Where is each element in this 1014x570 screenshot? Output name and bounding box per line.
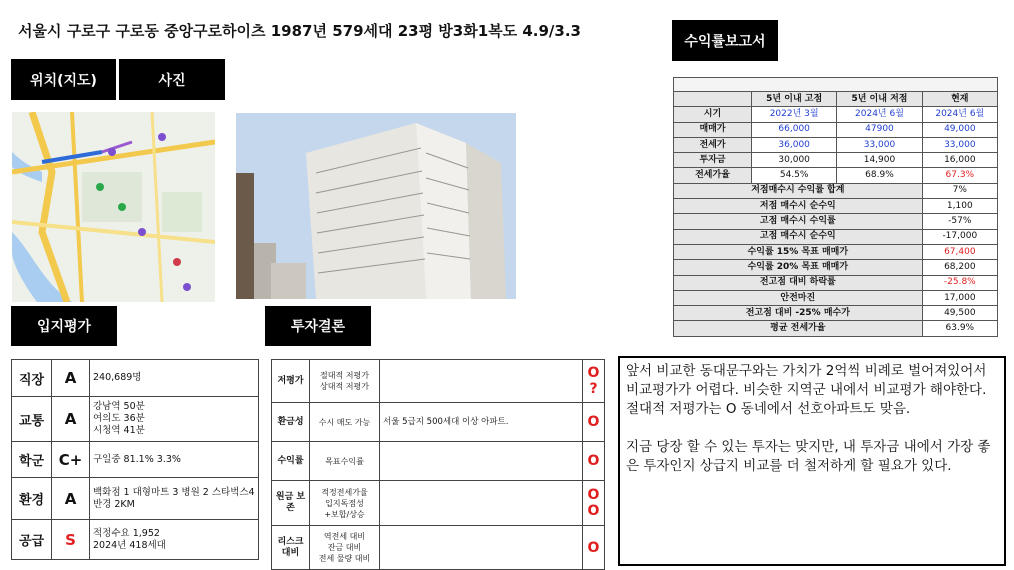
location-grade: C+ (52, 442, 90, 478)
report-cell: 30,000 (752, 153, 837, 168)
location-detail-line: 2024년 418세대 (93, 539, 166, 551)
conclusion-mark (583, 403, 605, 442)
conclusion-sub-line: 목표수익률 (325, 456, 364, 466)
report-cell: 49,000 (922, 122, 997, 137)
report-row-label: 시기 (674, 107, 752, 122)
conclusion-sub (310, 360, 380, 403)
conclusion-row (272, 526, 605, 570)
report-summary-value: 17,000 (922, 290, 997, 305)
location-grade: S (52, 520, 90, 560)
conclusion-label: 투자결론 (265, 306, 371, 346)
location-map[interactable] (12, 112, 215, 302)
report-cell: 54.5% (752, 168, 837, 183)
report-cell: 2024년 6월 (837, 107, 922, 122)
map-graphic (12, 112, 215, 302)
conclusion-detail (380, 442, 583, 481)
conclusion-detail: 서울 5급지 500세대 이상 아파트. (380, 403, 583, 442)
conclusion-mark-symbol: O (587, 365, 600, 381)
report-summary-row (674, 275, 998, 290)
location-detail-line: 구일중 81.1% 3.3% (93, 453, 181, 465)
report-summary-label: 저점 매수시 순수익 (674, 199, 923, 214)
location-row (12, 478, 259, 520)
conclusion-mark (583, 442, 605, 481)
conclusion-sub-line: 입지독점성 (325, 498, 364, 508)
report-header-cell (674, 92, 752, 107)
report-cell: 47900 (837, 122, 922, 137)
location-eval-table (11, 359, 259, 560)
photo-graphic (236, 113, 516, 299)
report-cell: 36,000 (752, 137, 837, 152)
conclusion-row (272, 442, 605, 481)
report-cell: 67.3% (922, 168, 997, 183)
report-cell: 16,000 (922, 153, 997, 168)
conclusion-key: 수익률 (272, 442, 310, 481)
location-key: 교통 (12, 397, 52, 442)
note-paragraph: 절대적 저평가는 O 동네에서 선호아파트도 맞음. (626, 401, 911, 417)
report-header-row (674, 92, 998, 107)
conclusion-mark (583, 481, 605, 526)
location-row (12, 397, 259, 442)
conclusion-sub-line: 절대적 저평가 (320, 371, 369, 380)
conclusion-mark-symbol: O (587, 503, 600, 519)
report-cell: 2024년 6월 (922, 107, 997, 122)
conclusion-detail (380, 360, 583, 403)
report-summary-value: 63.9% (922, 321, 997, 336)
report-summary-label: 저점매수시 수익률 합계 (674, 183, 923, 198)
report-summary-row (674, 260, 998, 275)
conclusion-sub-line: 역전세 대비 (323, 532, 366, 541)
report-summary-label: 수익률 15% 목표 매매가 (674, 244, 923, 259)
report-summary-value: 7% (922, 183, 997, 198)
conclusion-mark-symbol: O (587, 487, 600, 503)
conclusion-sub (310, 442, 380, 481)
location-detail-line: 여의도 36분 (93, 413, 145, 424)
map-label: 위치(지도) (11, 59, 116, 100)
location-detail-line: 반경 2KM (93, 498, 135, 510)
report-summary-label: 전고점 대비 -25% 매수가 (674, 306, 923, 321)
conclusion-table (271, 359, 605, 570)
location-key: 직장 (12, 360, 52, 397)
note-paragraph: 지금 당장 할 수 있는 투자는 맞지만, 내 투자금 내에서 가장 좋은 투자인지 상급지 비교를 더 철저하게 할 필요가 있다. (626, 439, 991, 474)
report-summary-value: -25.8% (922, 275, 997, 290)
report-summary-value: 68,200 (922, 260, 997, 275)
location-row (12, 360, 259, 397)
conclusion-sub-line: +보합/상승 (324, 509, 365, 519)
location-detail (90, 397, 259, 442)
report-row (674, 107, 998, 122)
location-label: 입지평가 (11, 306, 117, 346)
location-grade: A (52, 360, 90, 397)
location-grade: A (52, 397, 90, 442)
report-summary-label: 안전마진 (674, 290, 923, 305)
report-row-label: 투자금 (674, 153, 752, 168)
report-row-label: 매매가 (674, 122, 752, 137)
report-row-label: 전세가 (674, 137, 752, 152)
conclusion-mark-symbol: O (587, 453, 600, 469)
conclusion-row (272, 481, 605, 526)
report-row (674, 137, 998, 152)
apartment-photo (236, 113, 516, 299)
location-grade: A (52, 478, 90, 520)
conclusion-mark (583, 360, 605, 403)
report-summary-row (674, 306, 998, 321)
conclusion-row (272, 360, 605, 403)
conclusion-row (272, 403, 605, 442)
conclusion-sub (310, 526, 380, 570)
location-detail (90, 442, 259, 478)
location-key: 학군 (12, 442, 52, 478)
conclusion-sub-line: 잔금 대비 (327, 543, 362, 552)
report-summary-label: 고점 매수시 순수익 (674, 229, 923, 244)
location-detail-line: 시청역 41분 (93, 425, 145, 436)
report-summary-value: -17,000 (922, 229, 997, 244)
report-summary-row (674, 229, 998, 244)
conclusion-sub-line: 상대적 저평가 (320, 382, 369, 391)
conclusion-mark (583, 526, 605, 570)
report-summary-label: 고점 매수시 수익률 (674, 214, 923, 229)
conclusion-sub-line: 적정전세가율 (321, 487, 368, 497)
conclusion-mark-symbol: ? (589, 381, 598, 397)
location-detail-line: 적정수요 1,952 (93, 527, 160, 539)
conclusion-mark-symbol: O (587, 414, 600, 430)
report-summary-value: 49,500 (922, 306, 997, 321)
photo-label: 사진 (119, 59, 225, 100)
location-detail (90, 478, 259, 520)
report-summary-row (674, 321, 998, 336)
report-summary-row (674, 244, 998, 259)
report-summary-label: 수익률 20% 목표 매매가 (674, 260, 923, 275)
conclusion-key: 저평가 (272, 360, 310, 403)
report-summary-value: -57% (922, 214, 997, 229)
report-spacer (674, 78, 998, 92)
report-header-cell: 5년 이내 고점 (752, 92, 837, 107)
report-summary-label: 전고점 대비 하락률 (674, 275, 923, 290)
analysis-note (618, 356, 1006, 566)
location-row (12, 442, 259, 478)
location-key: 환경 (12, 478, 52, 520)
report-row-label: 전세가율 (674, 168, 752, 183)
conclusion-key: 리스크 대비 (272, 526, 310, 570)
conclusion-sub-line: 전세 물량 대비 (318, 554, 371, 563)
report-summary-value: 67,400 (922, 244, 997, 259)
report-cell: 66,000 (752, 122, 837, 137)
report-row (674, 153, 998, 168)
conclusion-key: 환금성 (272, 403, 310, 442)
report-cell: 33,000 (922, 137, 997, 152)
report-summary-row (674, 183, 998, 198)
location-detail-line: 강남역 50분 (93, 401, 145, 412)
conclusion-detail (380, 481, 583, 526)
report-header-cell: 현재 (922, 92, 997, 107)
conclusion-mark-symbol: O (587, 539, 600, 556)
report-cell: 33,000 (837, 137, 922, 152)
report-summary-label: 평균 전세가율 (674, 321, 923, 336)
conclusion-sub (310, 481, 380, 526)
conclusion-detail (380, 526, 583, 570)
location-detail-line: 백화점 1 대형마트 3 병원 2 스타벅스4 (93, 486, 255, 498)
conclusion-key: 원금 보존 (272, 481, 310, 526)
report-label: 수익률보고서 (672, 20, 778, 61)
conclusion-sub (310, 403, 380, 442)
report-cell: 2022년 3월 (752, 107, 837, 122)
page-title: 서울시 구로구 구로동 중앙구로하이츠 1987년 579세대 23평 방3화1복도 4.9/3.3 (18, 22, 581, 40)
report-cell: 68.9% (837, 168, 922, 183)
location-row (12, 520, 259, 560)
location-detail-line: 240,689명 (93, 372, 142, 383)
conclusion-sub-line: 수시 매도 가능 (318, 417, 371, 427)
report-cell: 14,900 (837, 153, 922, 168)
report-row (674, 168, 998, 183)
report-summary-row (674, 199, 998, 214)
note-paragraph (626, 419, 998, 438)
report-summary-row (674, 290, 998, 305)
report-header-cell: 5년 이내 저점 (837, 92, 922, 107)
report-table (673, 77, 998, 337)
location-detail (90, 360, 259, 397)
note-paragraph: 앞서 비교한 동대문구와는 가치가 2억씩 비례로 벌어져있어서 비교평가가 어렵다. 비슷한 지역군 내에서 비교평가 해야한다. (626, 363, 987, 398)
location-key: 공급 (12, 520, 52, 560)
report-summary-value: 1,100 (922, 199, 997, 214)
location-detail (90, 520, 259, 560)
report-row (674, 122, 998, 137)
report-summary-row (674, 214, 998, 229)
